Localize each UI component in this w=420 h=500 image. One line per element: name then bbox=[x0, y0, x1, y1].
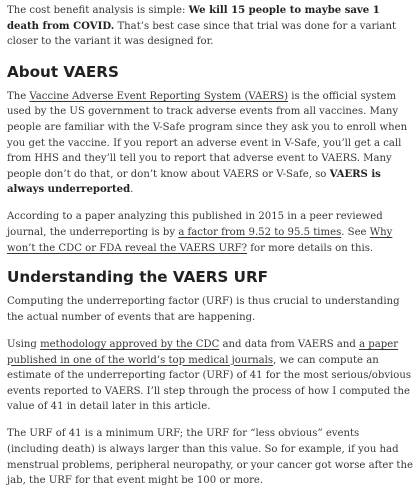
bold-underreported: VAERS is always underreported bbox=[7, 168, 381, 196]
factor-link[interactable]: a factor from 9.52 to 95.5 times bbox=[178, 227, 342, 239]
text: That’s best case since that trial was done for a variant closer to the variant it was designed for. bbox=[7, 20, 397, 48]
urf-reveal-link[interactable]: Why won’t the CDC or FDA reveal the VAERS URF? bbox=[7, 227, 393, 254]
text: is the official system used by the US government to track adverse events from all vaccines. Many people are familiar with the V-Safe program since they ask you to enroll when you get the vaccine. If you report an adverse event in V-Safe, you’ll get a call from HHS and they’ll tell you to report that adverse event to VAERS. Many people don’t do that, or don’t know about VAERS or V-Safe, so bbox=[7, 90, 408, 180]
vaers-paragraph bbox=[7, 89, 413, 198]
text: According to a paper analyzing this published in 2015 in a peer reviewed journal, the underreporting is by bbox=[7, 211, 383, 239]
text: The bbox=[7, 90, 30, 102]
heading-understanding-urf: Understanding the VAERS URF bbox=[7, 268, 269, 287]
text: The cost benefit analysis is simple: bbox=[7, 5, 189, 16]
methodology-link[interactable]: methodology approved by the CDC bbox=[40, 338, 220, 350]
text: for more details on this. bbox=[247, 242, 374, 254]
vaers-link[interactable]: Vaccine Adverse Event Reporting System (VAERS) bbox=[29, 90, 289, 102]
urf-intro-paragraph: Computing the underreporting factor (URF) is thus crucial to understanding the actual number of events that are happening. bbox=[7, 296, 400, 323]
minimum-urf-paragraph: The URF of 41 is a minimum URF; the URF for “less obvious” events (including death) is always larger than this value. So for example, if you had menstrual problems, peripheral neuropathy, or your cancer got worse after the jab, the URF for that event might be 100 or more. bbox=[7, 428, 413, 487]
text: and data from VAERS and bbox=[219, 338, 360, 350]
cost-benefit-paragraph bbox=[7, 3, 413, 50]
text: Using bbox=[7, 338, 41, 350]
heading-about-vaers: About VAERS bbox=[7, 62, 119, 81]
underreporting-paragraph bbox=[7, 209, 413, 256]
methodology-paragraph bbox=[7, 337, 413, 415]
medical-journal-link[interactable]: a paper published in one of the world’s top medical journals bbox=[7, 338, 399, 366]
text: . See bbox=[341, 227, 370, 239]
text: . bbox=[130, 184, 134, 196]
bold-claim: We kill 15 people to maybe save 1 death from COVID. bbox=[7, 5, 380, 32]
text: , we can compute an estimate of the underreporting factor (URF) of 41 for the most serious/obvious events reported to VAERS. I’ll step through the process of how I computed the value of 41 in detail later in this article. bbox=[7, 354, 412, 413]
